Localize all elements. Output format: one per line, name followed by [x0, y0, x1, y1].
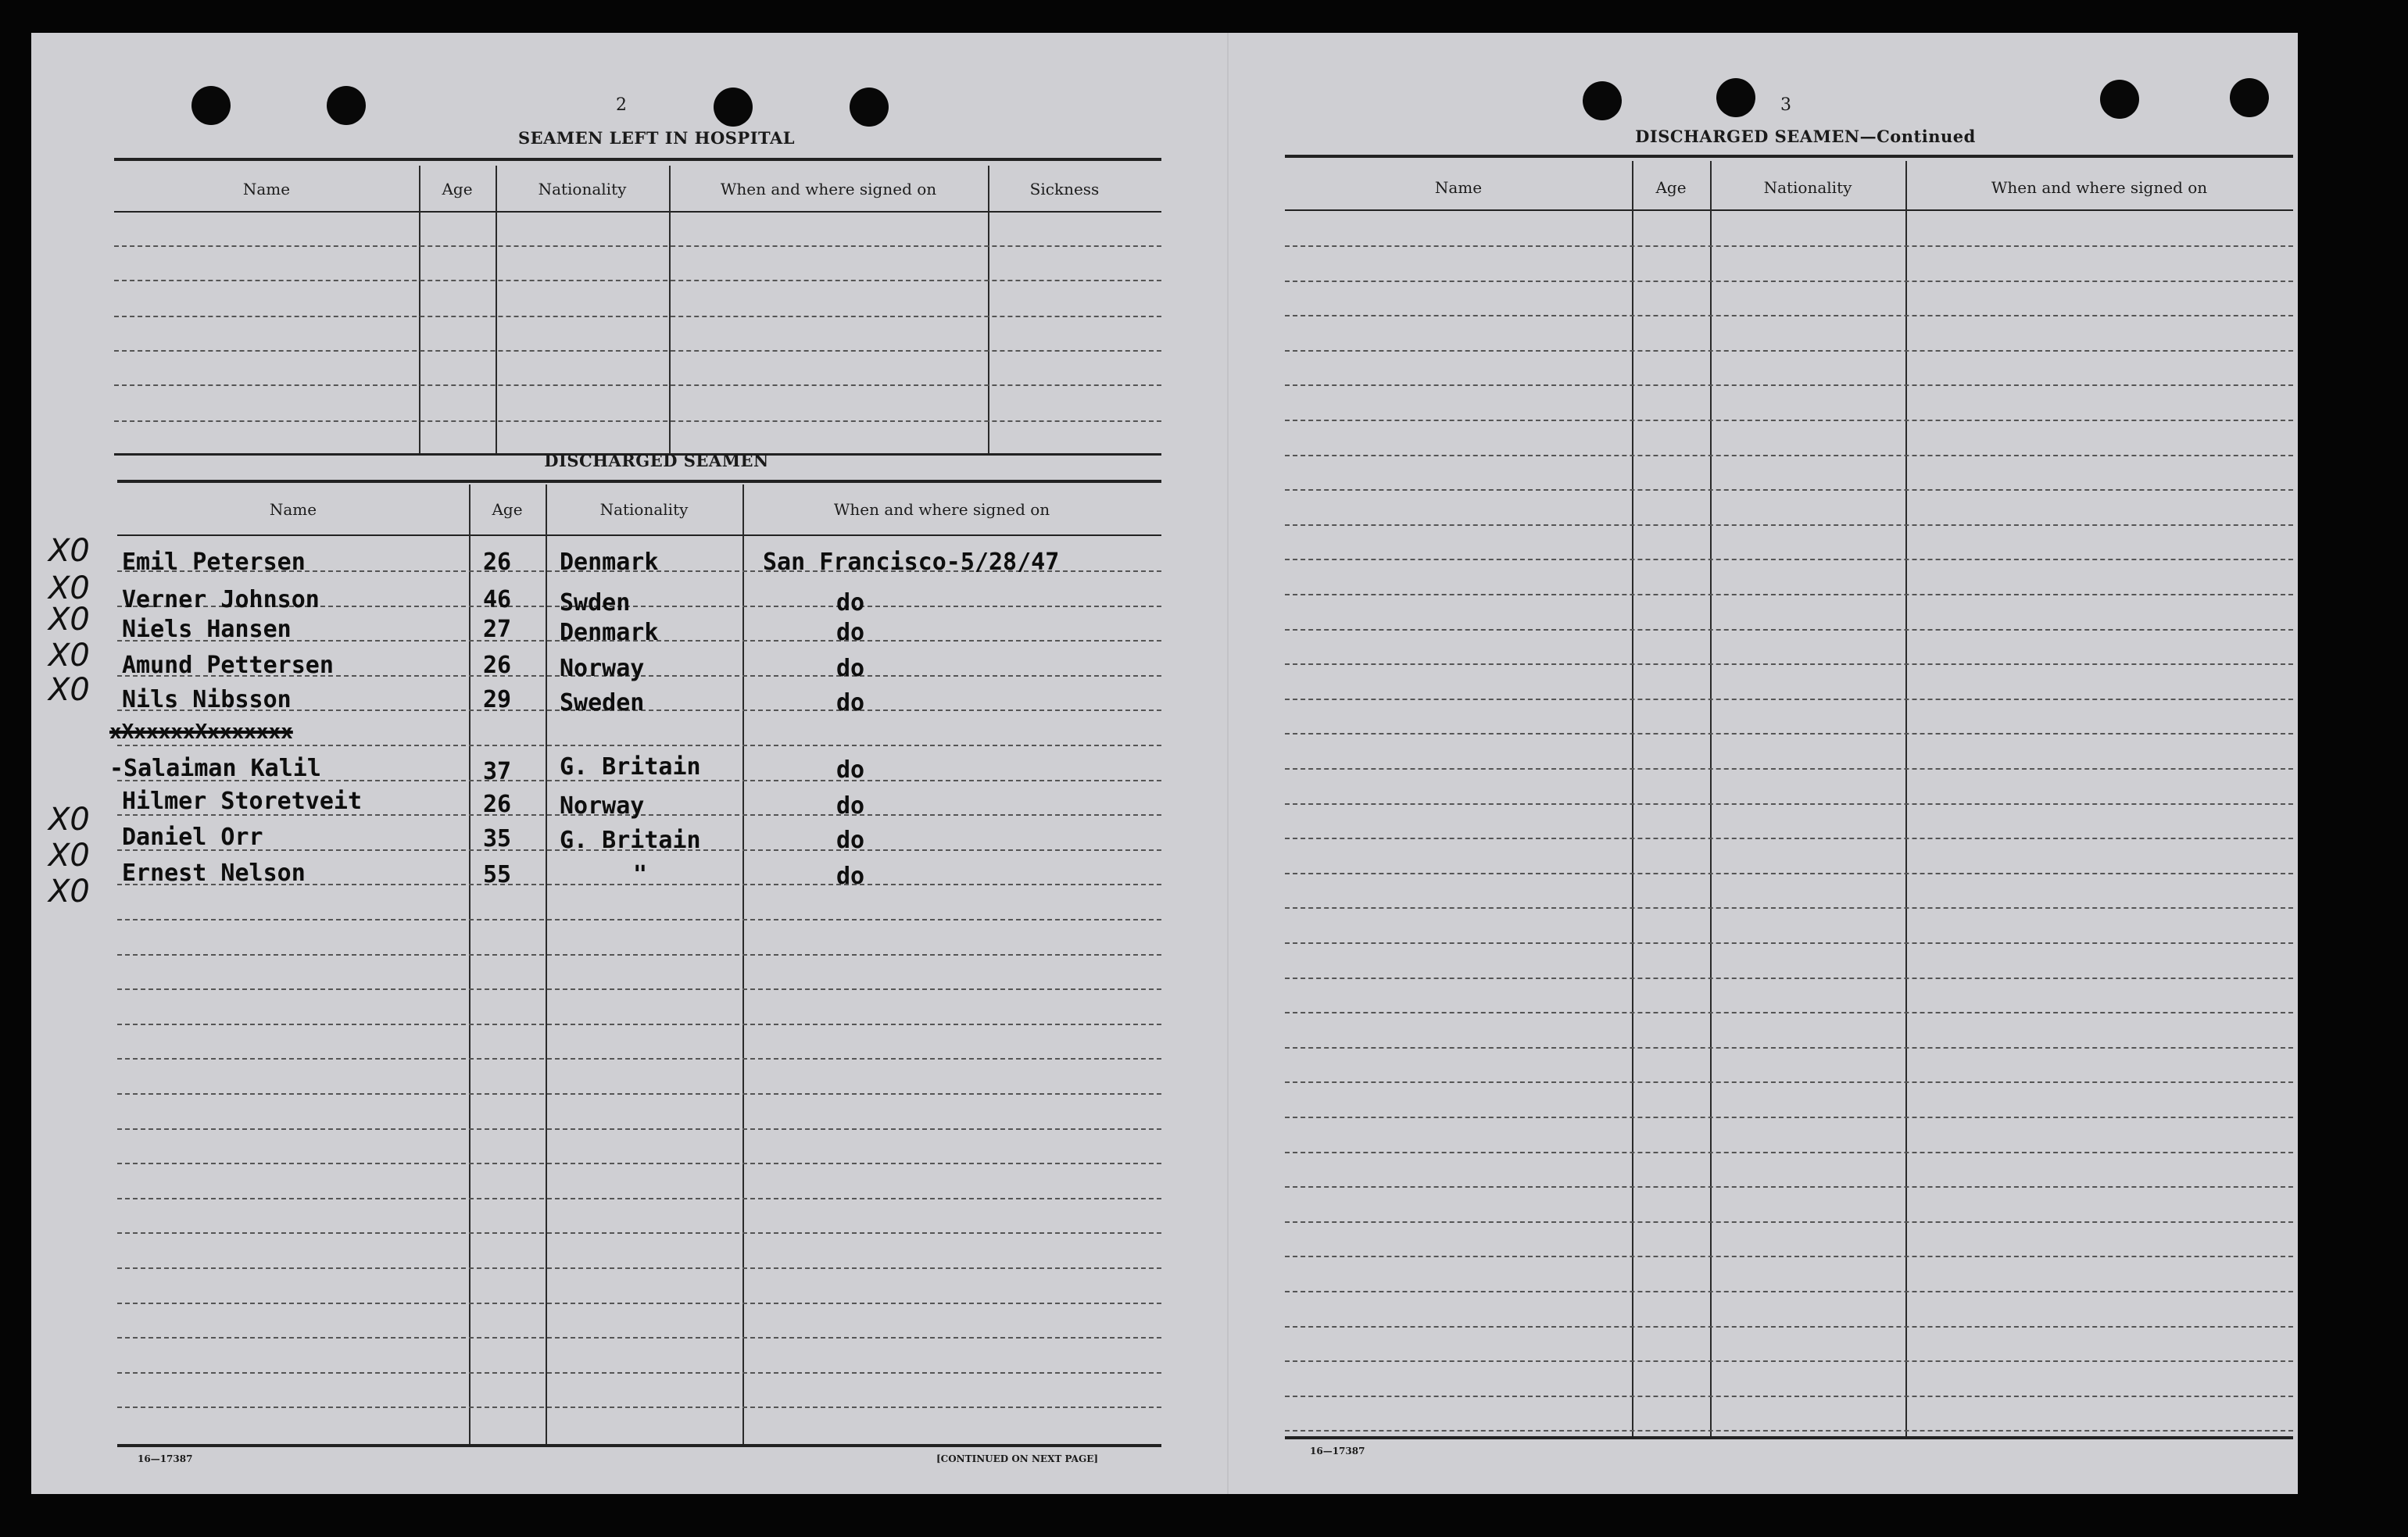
dotted-row-line	[117, 1407, 1161, 1408]
col-header-nationality: Nationality	[599, 500, 689, 519]
seaman-nationality: G. Britain	[560, 827, 701, 854]
seaman-signed-on: do	[836, 689, 865, 717]
seaman-signed-on: do	[836, 756, 865, 784]
col-header-name: Name	[242, 180, 291, 198]
punch-hole	[1716, 78, 1755, 117]
col-header-sickness: Sickness	[1029, 180, 1100, 198]
discharged-title: DISCHARGED SEAMEN	[544, 451, 769, 470]
handwritten-mark: X0	[48, 533, 90, 569]
rule	[1285, 155, 2293, 158]
dotted-row-line	[1285, 907, 2293, 909]
seaman-name: Hilmer Storetveit	[122, 788, 363, 815]
handwritten-mark: X0	[48, 638, 90, 674]
dotted-row-line	[1285, 699, 2293, 700]
col-header-age: Age	[492, 500, 523, 519]
dotted-row-line	[117, 1024, 1161, 1025]
seaman-signed-on: do	[836, 792, 865, 820]
dotted-row-line	[1285, 594, 2293, 595]
dotted-row-line	[1285, 455, 2293, 456]
dotted-row-line	[117, 1128, 1161, 1130]
dotted-row-line	[1285, 245, 2293, 247]
dotted-row-line	[1285, 1221, 2293, 1223]
dotted-row-line	[1285, 384, 2293, 386]
seaman-age: 35	[483, 825, 512, 852]
dotted-row-line	[117, 988, 1161, 990]
dotted-row-line	[1285, 1256, 2293, 1257]
right-title-main: DISCHARGED SEAMEN	[1635, 127, 1860, 146]
dotted-row-line	[1285, 350, 2293, 352]
dotted-row-line	[114, 420, 1161, 422]
dotted-row-line	[1285, 524, 2293, 526]
continued-note: [CONTINUED ON NEXT PAGE]	[936, 1453, 1099, 1464]
handwritten-mark: X0	[48, 672, 90, 708]
seaman-nationality: "	[633, 861, 648, 888]
col-header-nationality: Nationality	[538, 180, 627, 198]
seaman-nationality: Sweden	[560, 689, 645, 717]
dotted-row-line	[114, 245, 1161, 247]
seaman-nationality: Denmark	[560, 549, 659, 576]
dotted-row-line	[1285, 1396, 2293, 1397]
rule	[117, 534, 1161, 536]
dotted-row-line	[117, 1232, 1161, 1234]
dotted-row-line	[1285, 315, 2293, 316]
column-divider	[988, 166, 989, 455]
col-header-name: Name	[1434, 178, 1483, 197]
seaman-nationality: Swden	[560, 589, 631, 617]
form-number-right: 16—17387	[1310, 1446, 1365, 1457]
rule	[114, 211, 1161, 213]
column-divider	[419, 166, 420, 455]
dotted-row-line	[1285, 1117, 2293, 1118]
punch-hole	[2100, 80, 2139, 119]
column-divider	[742, 484, 744, 1446]
seaman-name: Nils Nibsson	[122, 686, 292, 713]
dotted-row-line	[1285, 1081, 2293, 1083]
struck-out-entry: xXxxxxxXxxxxxxx	[109, 720, 293, 744]
column-divider	[1710, 161, 1712, 1436]
seaman-age: 55	[483, 861, 512, 888]
dotted-row-line	[1285, 489, 2293, 491]
seaman-name: Amund Pettersen	[122, 652, 334, 679]
dotted-row-line	[1285, 733, 2293, 735]
dotted-row-line	[1285, 1012, 2293, 1013]
dotted-row-line	[1285, 1047, 2293, 1049]
seaman-age: 46	[483, 586, 512, 613]
col-header-signed-on: When and where signed on	[720, 180, 937, 198]
column-divider	[546, 484, 547, 1446]
dotted-row-line	[1285, 768, 2293, 770]
dotted-row-line	[1285, 629, 2293, 631]
seaman-name: Daniel Orr	[122, 824, 263, 851]
right-title	[1571, 127, 2040, 146]
seaman-age: 26	[483, 652, 512, 679]
document-sheet	[31, 33, 2298, 1494]
handwritten-mark: X0	[48, 874, 90, 910]
dotted-row-line	[117, 1303, 1161, 1304]
dotted-row-line	[114, 316, 1161, 317]
rule	[114, 158, 1161, 161]
seaman-nationality: Norway	[560, 655, 645, 682]
seaman-signed-on: do	[836, 863, 865, 890]
seaman-age: 26	[483, 791, 512, 818]
dotted-row-line	[1285, 978, 2293, 979]
dotted-row-line	[1285, 1291, 2293, 1292]
dotted-row-line	[1285, 1186, 2293, 1188]
dotted-row-line	[1285, 1326, 2293, 1328]
seaman-age: 37	[483, 758, 512, 785]
col-header-nationality: Nationality	[1763, 178, 1852, 197]
seaman-signed-on: do	[836, 619, 865, 646]
rule	[1285, 1436, 2293, 1439]
seaman-name: Emil Petersen	[122, 549, 306, 576]
seaman-signed-on: do	[836, 655, 865, 682]
dotted-row-line	[117, 954, 1161, 956]
page-number-right: 3	[1780, 95, 1791, 115]
handwritten-mark: X0	[48, 838, 90, 874]
hospital-title: SEAMEN LEFT IN HOSPITAL	[517, 128, 796, 148]
seaman-age: 29	[483, 686, 512, 713]
seaman-age: 26	[483, 549, 512, 576]
dotted-row-line	[1285, 420, 2293, 421]
seaman-nationality: G. Britain	[560, 753, 701, 781]
dotted-row-line	[1285, 803, 2293, 805]
seaman-signed-on: do	[836, 589, 865, 617]
col-header-signed-on: When and where signed on	[1991, 178, 2208, 197]
form-number-left: 16—17387	[138, 1453, 193, 1464]
seaman-signed-on: San Francisco-5/28/47	[763, 549, 1060, 576]
dotted-row-line	[1285, 942, 2293, 944]
dotted-row-line	[1285, 838, 2293, 839]
column-divider	[669, 166, 671, 455]
handwritten-mark: X0	[48, 570, 90, 606]
column-divider	[1632, 161, 1633, 1436]
dotted-row-line	[117, 1337, 1161, 1339]
column-divider	[1905, 161, 1907, 1436]
dotted-row-line	[1285, 559, 2293, 560]
rule	[117, 480, 1161, 483]
seaman-signed-on: do	[836, 827, 865, 854]
dotted-row-line	[1285, 1430, 2293, 1432]
dotted-row-line	[117, 1267, 1161, 1269]
page-fold	[1227, 33, 1229, 1494]
col-header-age: Age	[1655, 178, 1687, 197]
dotted-row-line	[1285, 1152, 2293, 1153]
dotted-row-line	[114, 350, 1161, 352]
punch-hole	[2230, 78, 2269, 117]
dotted-row-line	[117, 1372, 1161, 1374]
dotted-row-line	[117, 1058, 1161, 1060]
seaman-name: Ernest Nelson	[122, 860, 306, 887]
col-header-signed-on: When and where signed on	[833, 500, 1050, 519]
seaman-name: Verner Johnson	[122, 586, 320, 613]
dotted-row-line	[117, 1198, 1161, 1199]
punch-hole	[1583, 81, 1622, 120]
rule	[117, 1444, 1161, 1447]
punch-hole	[714, 88, 753, 127]
seaman-nationality: Denmark	[560, 619, 659, 646]
punch-hole	[191, 86, 231, 125]
dotted-row-line	[1285, 663, 2293, 665]
dotted-row-line	[117, 919, 1161, 920]
handwritten-mark: X0	[48, 802, 90, 838]
dotted-row-line	[1285, 873, 2293, 874]
punch-hole	[850, 88, 889, 127]
punch-hole	[327, 86, 366, 125]
column-divider	[469, 484, 471, 1446]
seaman-age: 27	[483, 616, 512, 643]
handwritten-mark: X0	[48, 602, 90, 638]
dotted-row-line	[1285, 1360, 2293, 1362]
dotted-row-line	[117, 1163, 1161, 1164]
seaman-name: -Salaiman Kalil	[109, 755, 321, 782]
dotted-row-line	[1285, 281, 2293, 282]
seaman-name: Niels Hansen	[122, 616, 292, 643]
column-divider	[496, 166, 497, 455]
page-number-left: 2	[616, 95, 627, 115]
dotted-row-line	[114, 280, 1161, 281]
rule	[1285, 209, 2293, 211]
col-header-age: Age	[442, 180, 473, 198]
dotted-row-line	[114, 384, 1161, 386]
right-title-suffix: —Continued	[1859, 127, 1976, 146]
seaman-nationality: Norway	[560, 792, 645, 820]
dotted-row-line	[117, 745, 1161, 746]
dotted-row-line	[117, 1093, 1161, 1095]
col-header-name: Name	[269, 500, 317, 519]
